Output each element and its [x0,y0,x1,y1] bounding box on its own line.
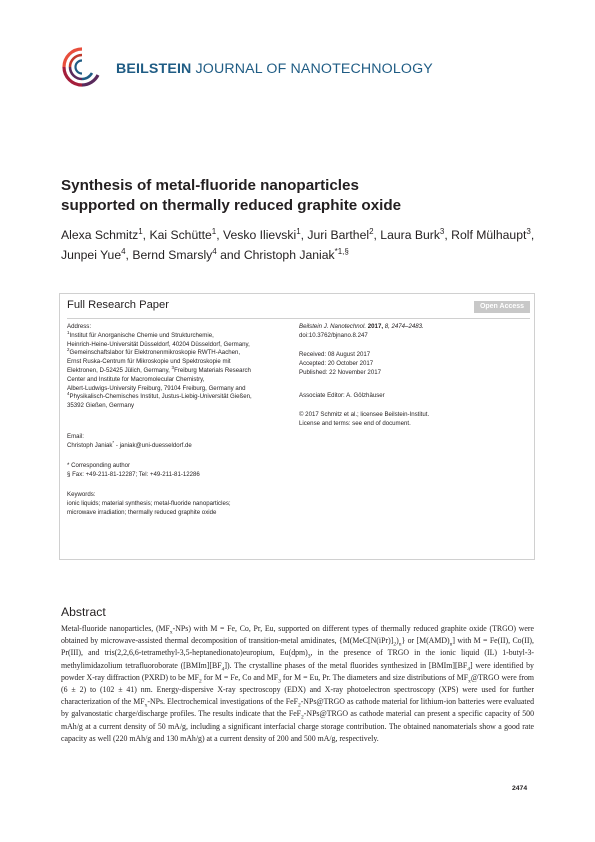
author: Laura Burk$^3$, [380,226,452,242]
email-link[interactable]: - janiak@uni-duesseldorf.de [114,441,192,449]
author: Vesko Ilievski$^1$, [223,226,308,242]
address-line: 35392 Gießen, Germany [67,402,135,410]
corresponding-author-note: * Corresponding author [67,462,131,469]
copyright-line: © 2017 Schmitz et al.; licensee Beilstein-Institut. [299,411,430,418]
accepted-date: Accepted: 20 October 2017 [299,359,374,367]
author: Kai Schütte$^1$, [149,226,224,242]
address-label: Address: [67,323,92,330]
title-line-1: Synthesis of metal-fluoride nanoparticles [61,177,359,194]
address-line: $^1$Institut für Anorganische Chemie und Strukturchemie, [67,329,214,339]
article-title [61,176,541,216]
address-line: Heinrich-Heine-Universität Düsseldorf, 40204 Düsseldorf, Germany, [67,340,250,348]
citation-block [299,323,529,341]
published-date: Published: 22 November 2017 [299,368,381,376]
email-line: Christoph Janiak* - janiak@uni-duesseldorf.de [67,439,192,449]
author-list [61,225,541,265]
email-block [67,433,297,451]
journal-name: BEILSTEIN JOURNAL OF NANOTECHNOLOGY [116,61,433,77]
fax-tel-line: § Fax: +49-211-81-12287; Tel: +49-211-81-12286 [67,470,200,478]
editor-line: Associate Editor: A. Gölzhäuser [299,392,385,399]
paper-type: Full Research Paper [67,299,169,311]
author: Christoph Janiak$^{*1,\S}$ [243,246,349,262]
author: Rolf Mülhaupt$^3$, [451,226,535,242]
keywords-line: ionic liquids; material synthesis; metal-fluoride nanoparticles; [67,499,231,507]
author: Bernd Smarsly$^4$ and [132,246,244,262]
page-number: 2474 [512,785,528,792]
address-line: $^2$Gemeinschaftslabor für Elektronenmikroskopie RWTH-Aachen, [67,347,241,357]
author: Alexa Schmitz$^1$, [61,226,150,242]
address-line: $^4$Physikalisch-Chemisches Institut, Justus-Liebig-Universität Gießen, [67,391,252,401]
address-line: Center and Institute for Macromolecular Chemistry, [67,375,205,383]
open-access-badge: Open Access [474,301,530,313]
license-line: License and terms: see end of document. [299,419,411,427]
dates-block [299,351,529,377]
beilstein-logo-icon [61,46,103,88]
author: Juri Barthel$^2$, [307,226,381,242]
address-line: Albert-Ludwigs-University Freiburg, 79104 Freiburg, Germany and [67,384,246,392]
received-date: Received: 08 August 2017 [299,351,371,358]
keywords-line: microwave irradiation; thermally reduced graphite oxide [67,508,217,516]
keywords-block [67,491,297,517]
corresponding-block [67,462,297,480]
citation: Beilstein J. Nanotechnol. 2017, 8, 2474–2483. [299,323,424,330]
abstract-heading: Abstract [61,605,106,619]
abstract-text: Metal-fluoride nanoparticles, $(MF_x-NPs)$ with M = Fe, Co, Pr, Eu, supported on different types of thermally reduced graphite oxide (TRGO) were obtained by microwave-assisted thermal decomposition of transition-metal amidinates, $\{M(MeC[N(iPr)]_2)_n\}$ or $[M(AMD)_n]$ with M = Fe(II), Co(II), Pr(III), and tris(2,2,6,6-tetramethyl-3,5-heptanedionato)europium, $Eu(dpm)_3$, in the presence of TRGO in the ionic liquid (IL) 1-butyl-3-methylimidazolium tetrafluoroborate $([BMIm][BF_4])$. The crystalline phases of the metal fluorides synthesized in $[BMIm][BF_4]$ were identified by powder X-ray diffraction (PXRD) to be $MF_2$ for M = Fe, Co and $MF_3$ for M = Eu, Pr. The diameters and size distributions of $MF_x@TRGO$ were from (6 ± 2) to (102 ± 41) nm. Energy-dispersive X-ray spectroscopy (EDX) and X-ray photoelectron spectroscopy (XPS) were used for further characterization of the $MF_x$-NPs. Electrochemical investigations of the FeF$_2$-NPs@TRGO as cathode material for lithium-ion batteries were evaluated by galvanostatic charge/discharge profiles. The results indicate that the FeF$_2$-NPs@TRGO as cathode material can present a specific capacity of 500 mAh/g at a current density of 50 mA/g, including a significant interfacial charge storage contribution. The obtained nanomaterials show a good rate capacity as well (220 mAh/g and 130 mAh/g) at a current density of 200 and 500 mA/g, respectively. [61,624,535,743]
info-divider [67,318,530,319]
keywords-label: Keywords: [67,491,96,498]
doi-link[interactable]: doi:10.3762/bjnano.8.247 [299,331,368,339]
title-line-2: supported on thermally reduced graphite oxide [61,197,402,214]
author: Junpei Yue$^4$, [61,246,133,262]
address-line: Ernst Ruska-Centrum für Mikroskopie und Spektroskopie mit [67,358,231,366]
email-label: Email: [67,433,84,440]
license-block [299,411,529,429]
address-line: Elektronen, D-52425 Jülich, Germany, $^3$Freiburg Materials Research [67,364,251,374]
address-block [67,323,297,411]
